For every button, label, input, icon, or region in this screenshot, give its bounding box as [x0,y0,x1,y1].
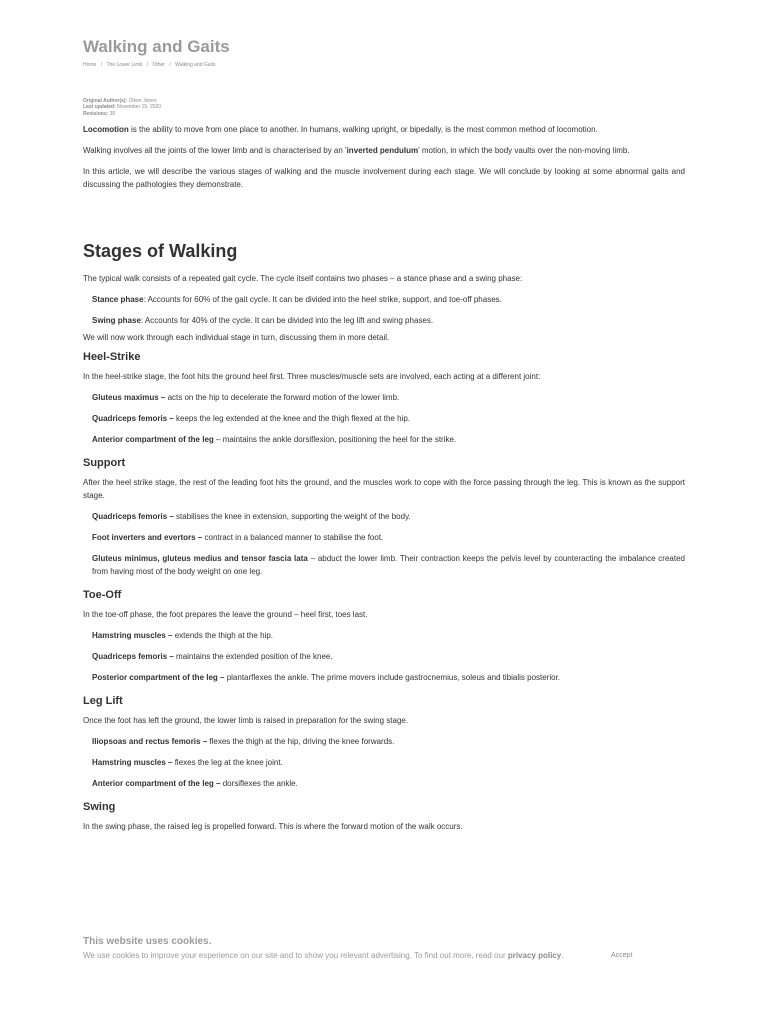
term: Hamstring muscles – [92,631,173,641]
term: Locomotion [83,125,129,135]
section-intro: In the heel-strike stage, the foot hits the ground heel first. Three muscles/muscle sets are involved, each acting at a different joint: [83,372,541,382]
intro-paragraph: In this article, we will describe the various stages of walking and the muscle involvement during each stage. We will conclude by looking at some abnormal gaits and discussing the pathologies they demonstrate. [83,167,685,190]
section-heel-strike [83,350,685,446]
term: Quadriceps femoris – [92,414,174,424]
support-heading: Support [83,457,126,470]
swing-heading: Swing [83,801,116,814]
stages-intro: The typical walk consists of a repeated gait cycle. The cycle itself contains two phases – a stance phase and a swing phase: [83,274,523,284]
list-item [83,314,685,327]
section-swing [83,800,685,833]
term: Gluteus minimus, gluteus medius and tensor fascia lata [92,554,308,564]
article [83,36,685,833]
breadcrumb-separator: / [100,62,103,68]
term: Anterior compartment of the leg – [92,779,221,789]
meta-updated-label: Last updated: [83,104,116,111]
stages-outro: We will now work through each individual stage in turn, discussing them in more detail. [83,333,390,343]
breadcrumb-home[interactable]: Home [83,62,97,68]
leg-lift-heading: Leg Lift [83,695,123,708]
intro-paragraph [83,123,685,136]
term: Swing phase [92,316,141,326]
section-intro: In the toe-off phase, the foot prepares the leave the ground – heel first, toes last. [83,610,368,620]
term: Quadriceps femoris – [92,652,174,662]
list-item [83,552,685,578]
text: : Accounts for 40% of the cycle. It can be divided into the leg lift and swing phases. [140,316,434,326]
cookie-banner [83,936,685,963]
text: flexes the thigh at the hip, driving the knee forwards. [207,737,395,747]
term: Iliopsoas and rectus femoris – [92,737,208,747]
heel-strike-heading: Heel-Strike [83,351,141,364]
term: Posterior compartment of the leg – [92,673,225,683]
section-support [83,456,685,578]
list-item [83,412,685,425]
section-toe-off [83,588,685,684]
list-item [83,735,685,748]
list-item [83,650,685,663]
meta-revisions [83,111,685,117]
privacy-policy-link[interactable]: privacy policy [507,951,562,960]
breadcrumb-lower-limb[interactable]: The Lower Limb [106,62,143,68]
intro [83,123,685,191]
cookie-message: We use cookies to improve your experience on our site and to show you relevant advertising. To find out more, read our [83,951,508,960]
text: flexes the leg at the knee joint. [172,758,283,768]
accept-button[interactable]: Accept [611,952,633,959]
cookie-period: . [561,951,564,960]
text: : Accounts for 60% of the gait cycle. It can be divided into the heel strike, support, and toe-off phases. [143,295,502,305]
text: – maintains the ankle dorsiflexion, positioning the heel for the strike. [213,435,457,445]
meta-revisions-value: 30 [109,110,116,117]
breadcrumb-other[interactable]: Other [152,62,165,68]
section-intro: In the swing phase, the raised leg is propelled forward. This is where the forward motion of the walk occurs. [83,822,463,832]
text: stabilises the knee in extension, supporting the weight of the body. [173,512,411,522]
list-item [83,777,685,790]
term: Hamstring muscles – [92,758,173,768]
text: keeps the leg extended at the knee and the thigh flexed at the hip. [173,414,410,424]
term: Stance phase [92,295,144,305]
text: Walking involves all the joints of the lower limb and is characterised by an ' [83,146,347,156]
text: extends the thigh at the hip. [172,631,273,641]
text: acts on the hip to decelerate the forward motion of the lower limb. [165,393,400,403]
list-item [83,671,685,684]
text: maintains the extended position of the knee. [173,652,333,662]
stages-heading: Stages of Walking [83,241,238,262]
list-item [83,391,685,404]
section-intro: Once the foot has left the ground, the lower limb is raised in preparation for the swing stage. [83,716,409,726]
meta-author-label: Original Author(s): [83,98,128,104]
section-leg-lift [83,694,685,790]
breadcrumb [83,62,685,70]
breadcrumb-separator: / [169,62,171,68]
text: is the ability to move from one place to another. In humans, walking upright, or bipedally, is the most common method of locomotion. [128,125,598,135]
meta-revisions-label: Revisions: [83,110,109,117]
text: contract in a balanced manner to stabilise the foot. [202,533,384,543]
section-intro: After the heel strike stage, the rest of the leading foot hits the ground, and the muscles work to cope with the force passing through the leg. This is known as the support stage. [83,478,685,501]
breadcrumb-current[interactable]: Walking and Gaits [175,62,216,68]
article-meta [83,98,685,117]
text: dorsiflexes the ankle. [220,779,298,789]
intro-paragraph [83,144,685,157]
meta-updated-value: November 15, 2020 [117,104,162,111]
text: ' motion, in which the body vaults over the non-moving limb. [418,146,630,156]
term: Quadriceps femoris – [92,512,174,522]
text: – abduct the lower limb. Their contraction keeps the pelvis level by counteracting the imbalance created from having most of the body weight on one leg. [92,554,685,577]
cookie-title: This website uses cookies. [83,936,212,947]
list-item [83,531,685,544]
term: inverted pendulum [346,146,419,156]
list-item [83,433,685,446]
list-item [83,510,685,523]
text: plantarflexes the ankle. The prime movers include gastrocnemius, soleus and tibialis posterior. [224,673,561,683]
meta-author-value: Oliver Jones [128,98,157,104]
list-item [83,293,685,306]
list-item [83,629,685,642]
toe-off-heading: Toe-Off [83,589,122,602]
breadcrumb-separator: / [146,62,149,68]
term: Gluteus maximus – [92,393,166,403]
list-item [83,756,685,769]
term: Anterior compartment of the leg [92,435,214,445]
term: Foot inverters and evertors – [92,533,203,543]
page-title: Walking and Gaits [83,37,230,56]
cookie-text [83,949,573,963]
